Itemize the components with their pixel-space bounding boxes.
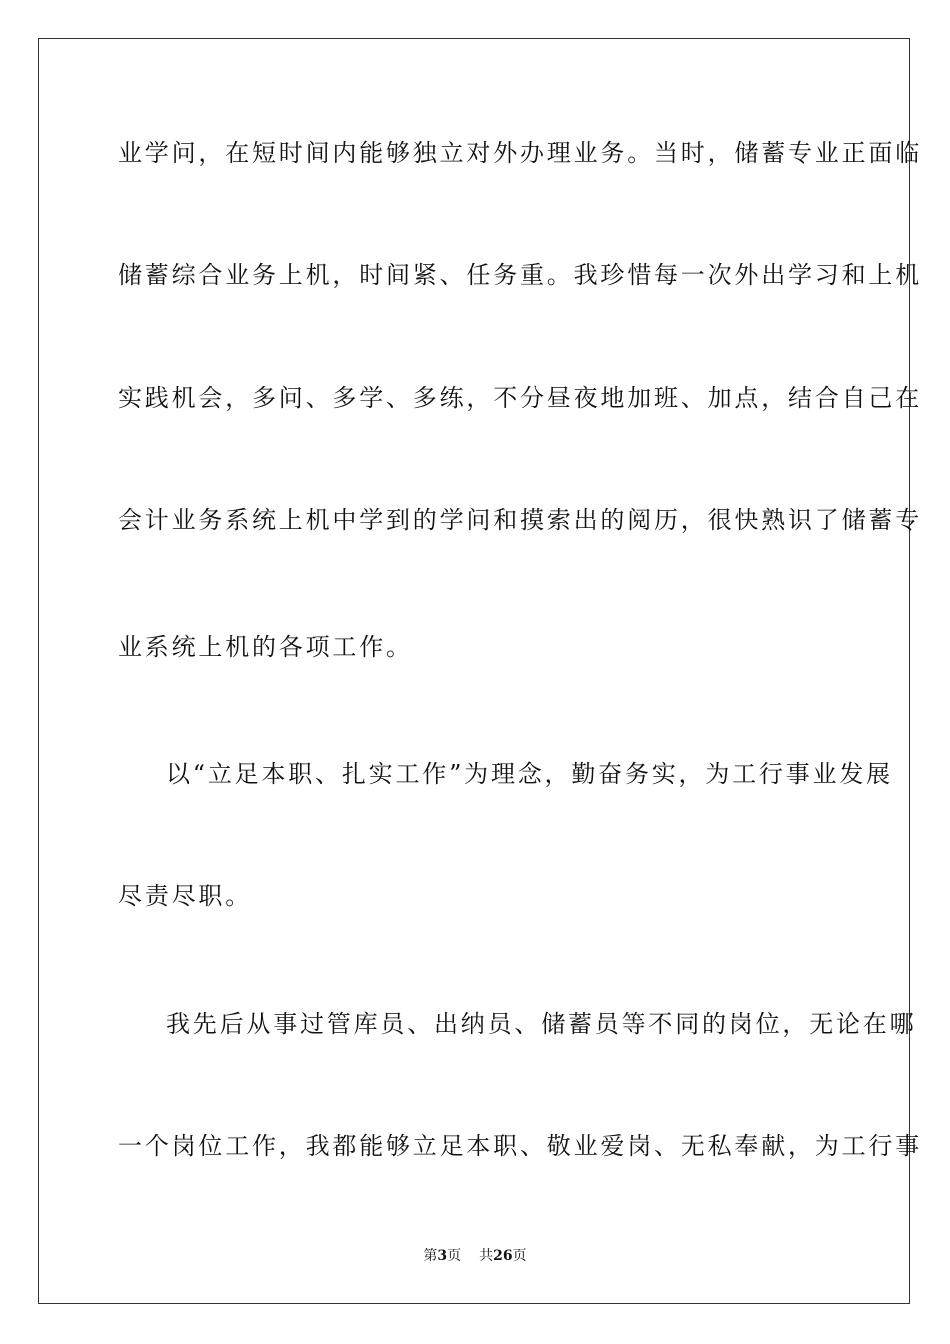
footer-current-page: 3 [437,1248,448,1264]
footer-page-prefix: 第 [423,1248,438,1264]
footer-total-prefix: 共 [479,1248,494,1264]
body-text-line-7: 尽责尽职。 [118,882,252,910]
body-text-line-4: 会计业务系统上机中学到的学问和摸索出的阅历，很快熟识了储蓄专 [118,506,922,534]
page-border [38,38,922,1304]
body-text-line-9: 一个岗位工作，我都能够立足本职、敬业爱岗、无私奉献，为工行事 [118,1132,922,1160]
page-footer [0,1247,950,1265]
body-text-line-1: 业学问，在短时间内能够独立对外办理业务。当时，储蓄专业正面临 [118,139,922,167]
footer-page-suffix: 页 [447,1248,462,1264]
body-text-line-8: 我先后从事过管库员、出纳员、储蓄员等不同的岗位，无论在哪 [166,1010,917,1038]
body-text-line-3: 实践机会，多问、多学、多练，不分昼夜地加班、加点，结合自己在 [118,384,922,412]
footer-total-suffix: 页 [512,1248,527,1264]
body-text-line-2: 储蓄综合业务上机，时间紧、任务重。我珍惜每一次外出学习和上机 [118,261,922,289]
body-text-line-6: 以“立足本职、扎实工作”为理念，勤奋务实，为工行事业发展 [166,760,893,788]
body-text-line-5: 业系统上机的各项工作。 [118,633,413,661]
footer-total-pages: 26 [493,1248,513,1264]
